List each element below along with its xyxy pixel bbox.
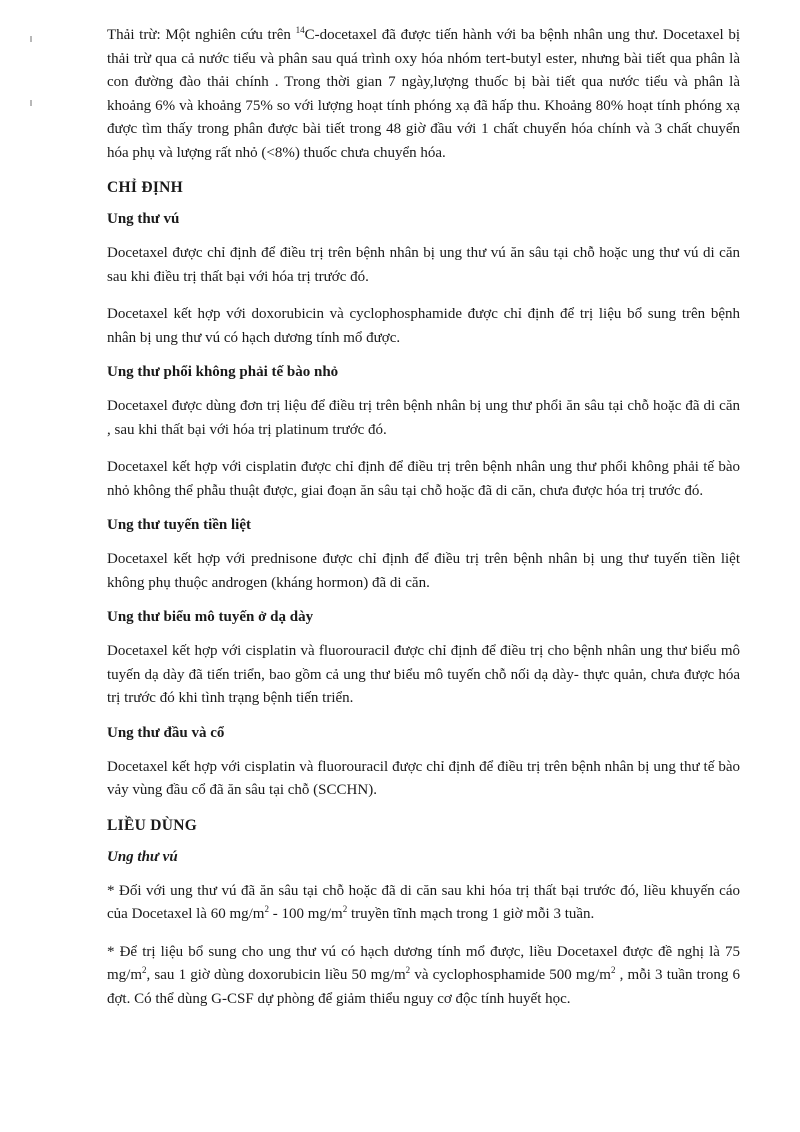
indication-prostate-paragraph: Docetaxel kết hợp với prednisone được chỉ định để điều trị trên bệnh nhân bị ung thư tuyến tiền liệt không phụ thuộc androgen (kháng hormon) đã di căn. (107, 551, 740, 591)
indication-gastric-paragraph: Docetaxel kết hợp với cisplatin và fluorouracil được chỉ định để điều trị cho bệnh nhân ung thư biểu mô tuyến dạ dày đã tiến triển, bao gồm cả ung thư biểu mô tuyến chỗ nối dạ dày- thực quản, chưa được hóa trị trước đó khi tình trạng bệnh tiến triển. (107, 643, 740, 706)
indication-lung-title: Ung thư phổi không phải tế bào nhỏ (107, 364, 339, 380)
scan-mark (30, 36, 32, 42)
indication-headneck-paragraph: Docetaxel kết hợp với cisplatin và fluorouracil được chỉ định để điều trị trên bệnh nhân bị ung thư tế bào vảy vùng đầu cổ đã ăn sâu tại chỗ (SCCHN). (107, 758, 740, 798)
indication-breast-title: Ung thư vú (107, 211, 180, 227)
dosage-breast-title: Ung thư vú (107, 848, 178, 865)
indication-breast-paragraph-1: Docetaxel được chỉ định để điều trị trên bệnh nhân bị ung thư vú ăn sâu tại chỗ hoặc ung thư vú di căn sau khi điều trị thất bại với hóa trị trước đó. (107, 245, 740, 285)
elimination-paragraph: Thải trừ: Một nghiên cứu trên $^{14}$C-docetaxel đã được tiến hành với ba bệnh nhân ung thư. Docetaxel bị thải trừ qua cả nước tiểu và phân sau quá trình oxy hóa nhóm tert-butyl ester, nhưng bài tiết qua phân là con đường đào thải chính . Trong thời gian 7 ngày,lượng thuốc bị bài tiết qua nước tiểu và phân là khoảng 6% và khoảng 75% so với lượng hoạt tính phóng xạ đã hấp thu. Khoảng 80% hoạt tính phóng xạ được tìm thấy trong phân được bài tiết trong 48 giờ đầu với 1 chất chuyển hóa chính và 3 chất chuyển hóa phụ và lượng rất nhỏ (<8%) thuốc chưa chuyển hóa. (107, 25, 740, 161)
indication-lung-paragraph-2: Docetaxel kết hợp với cisplatin được chỉ định để điều trị trên bệnh nhân ung thư phổi không phải tế bào nhỏ không thể phẫu thuật được, giai đoạn ăn sâu tại chỗ hoặc đã di căn, chưa được hóa trị trước đó. (107, 459, 740, 499)
dosage-heading: LIỀU DÙNG (107, 816, 198, 834)
indication-lung-paragraph-1: Docetaxel được dùng đơn trị liệu để điều trị trên bệnh nhân bị ung thư phổi ăn sâu tại chỗ hoặc đã di căn , sau khi thất bại với hóa trị platinum trước đó. (107, 398, 740, 438)
indication-gastric-title: Ung thư biểu mô tuyến ở dạ dày (107, 609, 314, 625)
indications-heading: CHỈ ĐỊNH (107, 179, 184, 196)
dosage-breast-bullet-1: * Đối với ung thư vú đã ăn sâu tại chỗ hoặc đã di căn sau khi hóa trị thất bại trước đó, liều khuyến cáo của Docetaxel là 60 $mg/m^2 - 100$ $mg/m^2$ truyền tĩnh mạch trong 1 giờ mỗi 3 tuần. (107, 882, 740, 922)
indication-headneck-title: Ung thư đầu và cổ (107, 724, 225, 741)
indication-prostate-title: Ung thư tuyến tiền liệt (107, 517, 252, 533)
indication-breast-paragraph-2: Docetaxel kết hợp với doxorubicin và cyclophosphamide được chỉ định để trị liệu bổ sung trên bệnh nhân bị ung thư vú có hạch dương tính mổ được. (107, 306, 740, 346)
dosage-breast-bullet-2: * Để trị liệu bổ sung cho ung thư vú có hạch dương tính mổ được, liều Docetaxel được đề nghị là 75 $mg/m^2$, sau 1 giờ dùng doxorubicin liều 50 $mg/m^2$ và cyclophosphamide 500 $mg/m^2$ , mỗi 3 tuần trong 6 đợt. Có thể dùng G-CSF dự phòng để giảm thiểu nguy cơ độc tính huyết học. (107, 943, 741, 1007)
scan-mark (30, 100, 32, 106)
